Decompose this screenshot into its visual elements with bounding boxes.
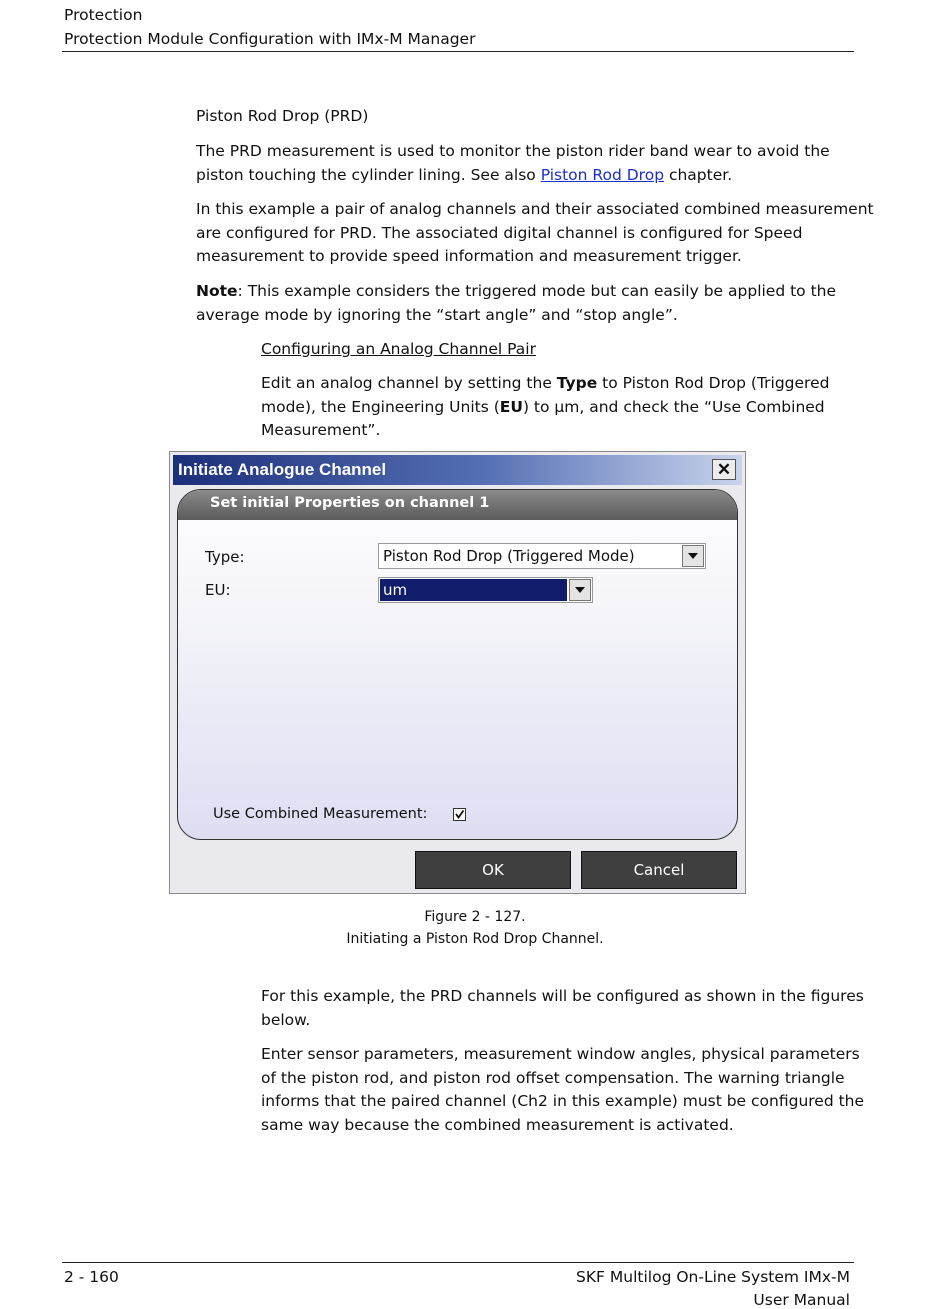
chevron-down-icon[interactable] <box>569 579 591 601</box>
dialog-titlebar <box>173 455 742 485</box>
eu-select-highlight <box>380 579 567 601</box>
paragraph-2-line-3: measurement to provide speed information and measurement trigger. <box>196 247 742 265</box>
type-term: Type <box>556 374 598 392</box>
note-line-2: average mode by ignoring the “start angle” and “stop angle”. <box>196 305 678 324</box>
paragraph-3 <box>261 372 829 443</box>
cancel-button[interactable]: Cancel <box>581 851 737 889</box>
paragraph-3-line-1 <box>261 372 829 396</box>
paragraph-5-line-1: Enter sensor parameters, measurement window angles, physical parameters <box>261 1045 860 1063</box>
panel-header <box>178 490 737 520</box>
panel-title: Set initial Properties on channel 1 <box>210 495 490 511</box>
paragraph-5-line-2: of the piston rod, and piston rod offset compensation. The warning triangle <box>261 1068 845 1087</box>
figure-caption: Initiating a Piston Rod Drop Channel. <box>346 931 604 947</box>
check-icon <box>454 809 465 820</box>
combined-measurement-label: Use Combined Measurement: <box>213 806 428 822</box>
note-text: : This example considers the triggered mode but can easily be applied to the <box>237 282 837 300</box>
paragraph-5-line-4: same way because the combined measurement is activated. <box>261 1115 734 1134</box>
ok-button[interactable]: OK <box>415 851 571 889</box>
paragraph-3-line-3: Measurement”. <box>261 421 381 439</box>
combined-measurement-checkbox[interactable] <box>453 808 466 821</box>
footer-product: SKF Multilog On-Line System IMx-M <box>576 1268 850 1286</box>
initiate-analogue-channel-dialog <box>169 451 746 894</box>
paragraph-3-text-a: Edit an analog channel by setting the <box>261 374 557 392</box>
paragraph-1-line-1: The PRD measurement is used to monitor the piston rider band wear to avoid the <box>196 142 830 160</box>
section-heading: Piston Rod Drop (PRD) <box>196 107 369 125</box>
properties-panel <box>177 489 738 840</box>
dialog-title: Initiate Analogue Channel <box>178 460 387 479</box>
type-select[interactable] <box>378 543 706 569</box>
type-label: Type: <box>205 548 245 566</box>
figure-number: Figure 2 - 127. <box>424 909 526 925</box>
eu-select[interactable] <box>378 577 593 603</box>
paragraph-3-text-c: mode), the Engineering Units ( <box>261 397 500 416</box>
paragraph-5-line-3: informs that the paired channel (Ch2 in this example) must be configured the <box>261 1092 865 1110</box>
footer-doc: User Manual <box>753 1291 850 1309</box>
header-rule <box>62 51 854 52</box>
subsection-heading: Configuring an Analog Channel Pair <box>261 340 536 358</box>
note-paragraph <box>196 280 836 327</box>
note-label: Note <box>196 282 238 300</box>
paragraph-1-tail: chapter. <box>664 165 733 184</box>
eu-select-value: um <box>383 581 408 599</box>
header-section: Protection <box>64 6 143 24</box>
chevron-down-icon[interactable] <box>682 545 704 567</box>
page-number: 2 - 160 <box>64 1268 119 1286</box>
paragraph-3-text-b: to Piston Rod Drop (Triggered <box>597 374 830 392</box>
footer-rule <box>62 1262 854 1263</box>
paragraph-5 <box>261 1043 864 1137</box>
note-line-1 <box>196 280 836 304</box>
paragraph-1-text: piston touching the cylinder lining. See also <box>196 165 541 184</box>
close-icon[interactable]: ✕ <box>712 459 736 480</box>
paragraph-3-line-2 <box>261 396 829 420</box>
paragraph-2-line-1: In this example a pair of analog channels and their associated combined measurement <box>196 200 874 218</box>
paragraph-4-line-1: For this example, the PRD channels will be configured as shown in the figures <box>261 987 864 1005</box>
paragraph-1 <box>196 140 830 187</box>
paragraph-3-text-d: ) to μm, and check the “Use Combined <box>522 397 825 416</box>
piston-rod-drop-link[interactable]: Piston Rod Drop <box>540 165 665 184</box>
header-chapter: Protection Module Configuration with IMx-M Manager <box>64 30 476 48</box>
eu-term: EU <box>499 397 523 416</box>
eu-label: EU: <box>205 581 231 599</box>
paragraph-2 <box>196 198 874 269</box>
paragraph-2-line-2: are configured for PRD. The associated digital channel is configured for Speed <box>196 223 803 242</box>
paragraph-1-line-2 <box>196 164 830 188</box>
paragraph-4 <box>261 985 864 1032</box>
type-select-value: Piston Rod Drop (Triggered Mode) <box>383 547 635 565</box>
paragraph-4-line-2: below. <box>261 1010 311 1029</box>
